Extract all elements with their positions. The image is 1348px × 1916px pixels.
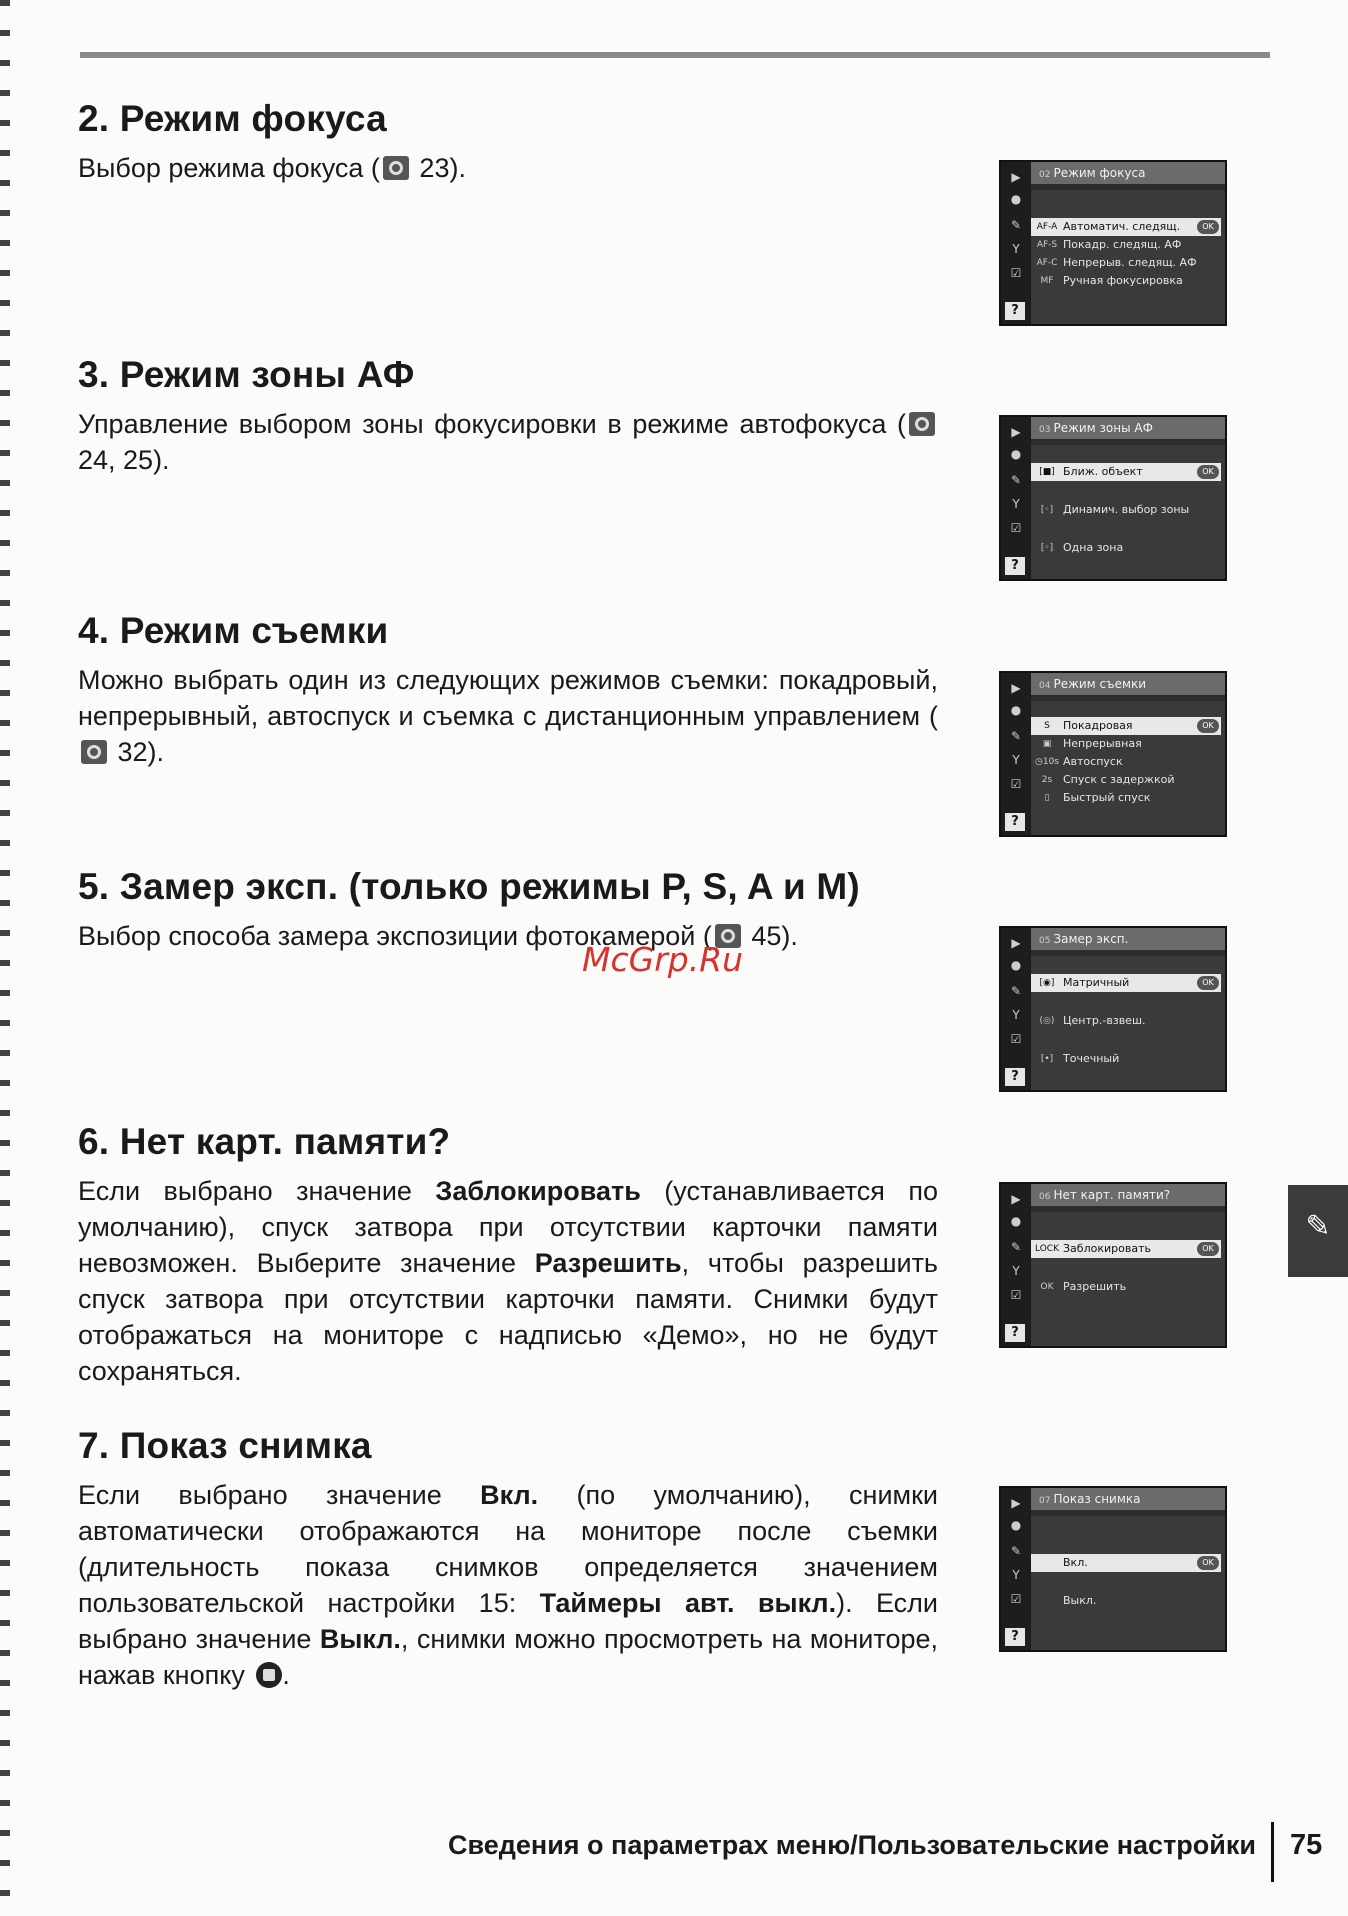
menu-title: 05 Замер эксп. [1031, 928, 1225, 950]
footer-title: Сведения о параметрах меню/Пользовательские настройки [447, 1830, 1256, 1860]
menu-option[interactable]: [◉] Матричный OK [1031, 974, 1221, 992]
menu-option[interactable]: [•] Точечный [1040, 1052, 1120, 1065]
menu-title: 06 Нет карт. памяти? [1031, 1184, 1225, 1206]
section-title: 2. Режим фокуса [78, 98, 387, 139]
setup-menu-icon: Y [1012, 1568, 1020, 1582]
page-reference-icon [81, 740, 107, 764]
ok-badge: OK [1197, 719, 1219, 733]
page-reference-icon [383, 156, 409, 180]
menu-option[interactable]: ◷10s Автоспуск [1035, 755, 1123, 768]
playback-button-icon [256, 1662, 282, 1688]
section-image-review [78, 1425, 938, 1693]
menu-option[interactable]: (◎) Центр.-взвеш. [1039, 1014, 1146, 1027]
ok-badge: OK [1197, 465, 1219, 479]
custom-settings-pencil-icon: ✎ [1010, 1240, 1022, 1254]
page-reference-icon [909, 412, 935, 436]
camera-menu-screen [999, 671, 1227, 837]
help-icon: ? [1005, 1068, 1025, 1086]
help-icon: ? [1005, 1628, 1025, 1646]
section-title: 4. Режим съемки [78, 610, 389, 651]
setup-menu-icon: Y [1012, 753, 1020, 767]
menu-option[interactable]: MF Ручная фокусировка [1040, 274, 1183, 287]
help-icon: ? [1005, 557, 1025, 575]
section-text: Управление выбором зоны фокусировки в режиме автофокуса ( 24, 25). [78, 406, 938, 478]
menu-sidebar [1001, 673, 1031, 835]
camera-menu-screen [999, 415, 1227, 581]
chapter-tab [1288, 1185, 1348, 1277]
shooting-menu-icon: ● [1010, 958, 1022, 972]
section-no-memory-card [78, 1121, 938, 1389]
menu-option[interactable]: [◦] Одна зона [1040, 541, 1124, 554]
menu-option[interactable]: AF-A Автоматич. следящ. OK [1031, 218, 1221, 236]
menu-option[interactable]: LOCK Заблокировать OK [1031, 1240, 1221, 1258]
menu-option[interactable]: AF-C Непрерыв. следящ. АФ [1036, 256, 1197, 269]
menu-option[interactable]: 2s Спуск с задержкой [1041, 773, 1175, 786]
custom-settings-pencil-icon: ✎ [1305, 1210, 1331, 1243]
section-text: Выбор режима фокуса ( 23). [78, 153, 466, 183]
section-metering [78, 866, 938, 954]
playback-menu-icon: ▶ [1011, 681, 1021, 695]
playback-menu-icon: ▶ [1011, 425, 1021, 439]
retouch-menu-icon: ☑ [1010, 1032, 1022, 1046]
setup-menu-icon: Y [1012, 1264, 1020, 1278]
section-text: Выбор способа замера экспозиции фотокамерой ( 45). [78, 921, 798, 951]
retouch-menu-icon: ☑ [1010, 777, 1022, 791]
menu-option[interactable]: Вкл. OK [1031, 1554, 1221, 1572]
menu-title: 02 Режим фокуса [1031, 162, 1225, 184]
camera-menu-screen [999, 160, 1227, 326]
menu-option[interactable]: ▣ Непрерывная [1042, 737, 1142, 750]
shooting-menu-icon: ● [1010, 192, 1022, 206]
section-title: 5. Замер эксп. (только режимы P, S, A и M) [78, 866, 860, 907]
menu-sidebar [1001, 1184, 1031, 1346]
section-focus-mode [78, 98, 938, 186]
menu-option[interactable]: S Покадровая OK [1031, 717, 1221, 735]
menu-items [1031, 1212, 1225, 1346]
section-text: Можно выбрать один из следующих режимов съемки: покадровый, непрерывный, автоспуск и съемка с дистанционным управлением ( 32). [78, 665, 938, 767]
retouch-menu-icon: ☑ [1010, 266, 1022, 280]
help-icon: ? [1005, 1324, 1025, 1342]
retouch-menu-icon: ☑ [1010, 521, 1022, 535]
menu-items [1031, 445, 1225, 579]
menu-option[interactable]: ▯ Быстрый спуск [1044, 791, 1151, 804]
menu-title: 04 Режим съемки [1031, 673, 1225, 695]
menu-sidebar [1001, 928, 1031, 1090]
playback-menu-icon: ▶ [1011, 170, 1021, 184]
watermark: McGrp.Ru [582, 940, 744, 979]
playback-menu-icon: ▶ [1011, 1192, 1021, 1206]
custom-settings-pencil-icon: ✎ [1010, 984, 1022, 998]
ok-badge: OK [1197, 976, 1219, 990]
top-rule [80, 52, 1270, 58]
menu-option[interactable]: [■] Ближ. объект OK [1031, 463, 1221, 481]
section-text: Если выбрано значение Вкл. (по умолчанию), снимки автоматически отображаются на мониторе после съемки (длительность показа снимков определяется значением пользовательской настройки 15: Таймеры авт. выкл.). Если выбрано значение Выкл., снимки можно просмотреть на мониторе, нажав кнопку . [78, 1480, 939, 1690]
footer-separator [1271, 1822, 1274, 1882]
section-title: 6. Нет карт. памяти? [78, 1121, 451, 1162]
page-number: 75 [1290, 1829, 1323, 1861]
page-binding-edge [0, 0, 10, 1916]
setup-menu-icon: Y [1012, 1008, 1020, 1022]
help-icon: ? [1005, 813, 1025, 831]
help-icon: ? [1005, 302, 1025, 320]
camera-menu-screen [999, 926, 1227, 1092]
camera-menu-screen [999, 1182, 1227, 1348]
menu-title: 03 Режим зоны АФ [1031, 417, 1225, 439]
section-title: 3. Режим зоны АФ [78, 354, 415, 395]
menu-sidebar [1001, 417, 1031, 579]
shooting-menu-icon: ● [1010, 447, 1022, 461]
setup-menu-icon: Y [1012, 242, 1020, 256]
custom-settings-pencil-icon: ✎ [1010, 729, 1022, 743]
playback-menu-icon: ▶ [1011, 1496, 1021, 1510]
ok-badge: OK [1197, 220, 1219, 234]
section-title: 7. Показ снимка [78, 1425, 372, 1466]
menu-items [1031, 701, 1225, 835]
menu-option[interactable]: [◦] Динамич. выбор зоны [1040, 503, 1190, 516]
menu-option[interactable]: Выкл. [1063, 1594, 1097, 1607]
menu-items [1031, 1516, 1225, 1650]
shooting-menu-icon: ● [1010, 1214, 1022, 1228]
retouch-menu-icon: ☑ [1010, 1288, 1022, 1302]
setup-menu-icon: Y [1012, 497, 1020, 511]
menu-title: 07 Показ снимка [1031, 1488, 1225, 1510]
menu-items [1031, 956, 1225, 1090]
custom-settings-pencil-icon: ✎ [1010, 218, 1022, 232]
section-text: Если выбрано значение Заблокировать (устанавливается по умолчанию), спуск затвора при отсутствии карточки памяти невозможен. Выберите значение Разрешить, чтобы разрешить спуск затвора при отсутствии карточки памяти. Снимки будут отображаться на мониторе с надписью «Демо», но не будут сохраняться. [78, 1176, 939, 1386]
ok-badge: OK [1197, 1556, 1219, 1570]
menu-sidebar [1001, 1488, 1031, 1650]
camera-menu-screen [999, 1486, 1227, 1652]
retouch-menu-icon: ☑ [1010, 1592, 1022, 1606]
menu-sidebar [1001, 162, 1031, 324]
section-release-mode [78, 610, 938, 770]
menu-items [1031, 190, 1225, 324]
shooting-menu-icon: ● [1010, 1518, 1022, 1532]
playback-menu-icon: ▶ [1011, 936, 1021, 950]
ok-badge: OK [1197, 1242, 1219, 1256]
menu-option[interactable]: OK Разрешить [1040, 1280, 1127, 1293]
custom-settings-pencil-icon: ✎ [1010, 473, 1022, 487]
menu-option[interactable]: AF-S Покадр. следящ. АФ [1036, 238, 1182, 251]
shooting-menu-icon: ● [1010, 703, 1022, 717]
section-af-area-mode [78, 354, 938, 478]
custom-settings-pencil-icon: ✎ [1010, 1544, 1022, 1558]
